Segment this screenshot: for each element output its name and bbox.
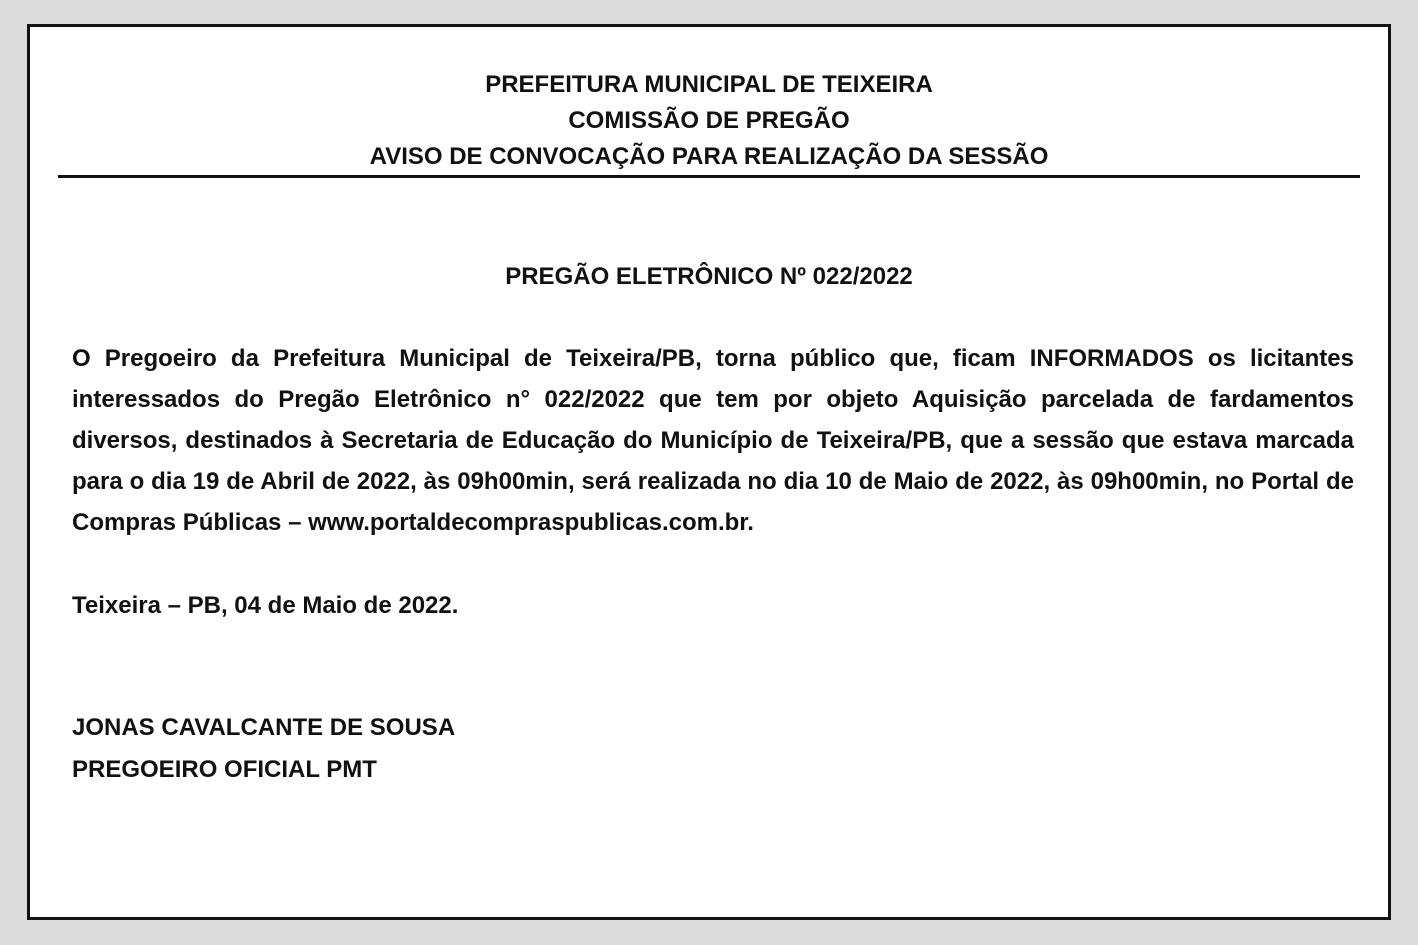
header-commission: COMISSÃO DE PREGÃO — [568, 107, 850, 134]
place-and-date: Teixeira – PB, 04 de Maio de 2022. — [72, 592, 459, 619]
notice-subject: PREGÃO ELETRÔNICO Nº 022/2022 — [505, 263, 913, 290]
header-organization: PREFEITURA MUNICIPAL DE TEIXEIRA — [485, 71, 933, 98]
signatory-title: PREGOEIRO OFICIAL PMT — [72, 756, 377, 783]
header-notice-title: AVISO DE CONVOCAÇÃO PARA REALIZAÇÃO DA SESSÃO — [369, 143, 1049, 170]
notice-document — [27, 24, 1391, 920]
signatory-name: JONAS CAVALCANTE DE SOUSA — [72, 714, 456, 741]
document-header — [30, 67, 1388, 175]
signature-block — [72, 707, 455, 791]
notice-body: O Pregoeiro da Prefeitura Municipal de Teixeira/PB, torna público que, ficam INFORMADOS os licitantes interessados do Pregão Eletrônico n° 022/2022 que tem por objeto Aquisição parcelada de fardamentos diversos, destinados à Secretaria de Educação do Município de Teixeira/PB, que a sessão que estava marcada para o dia 19 de Abril de 2022, às 09h00min, será realizada no dia 10 de Maio de 2022, às 09h00min, no Portal de Compras Públicas – www.portaldecompraspublicas.com.br. — [72, 345, 1354, 536]
header-divider — [58, 175, 1360, 178]
